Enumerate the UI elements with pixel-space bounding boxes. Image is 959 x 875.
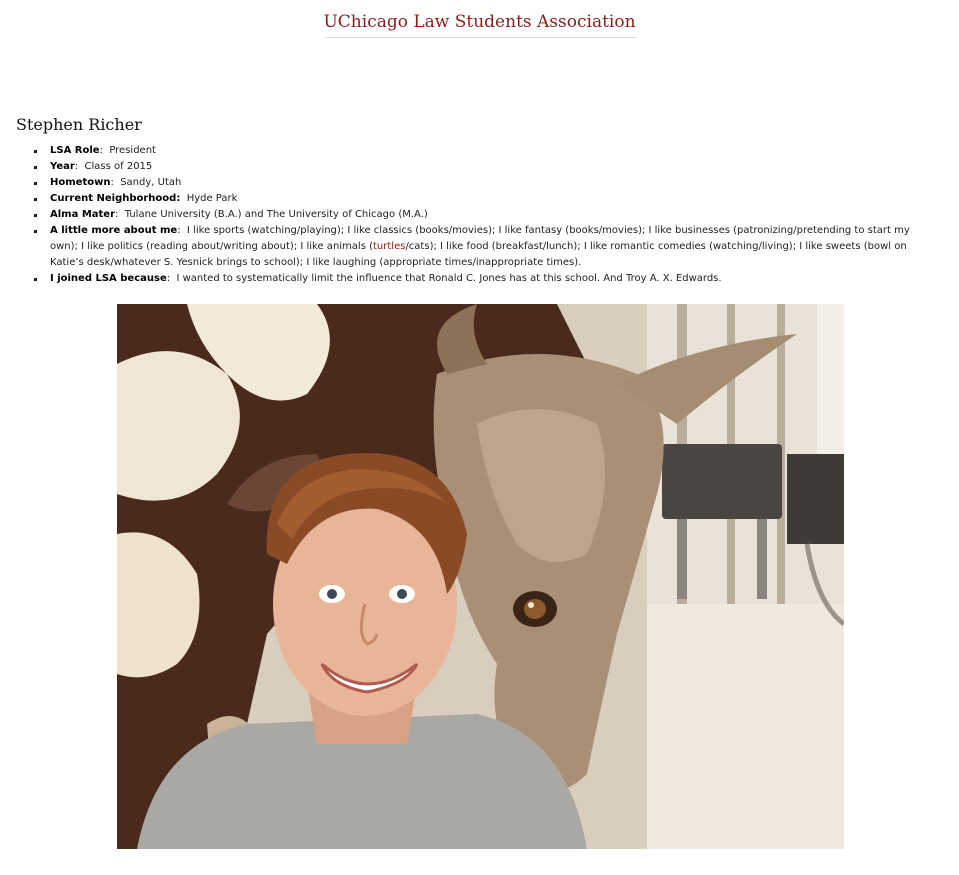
site-header xyxy=(0,0,959,40)
item-label: Hometown xyxy=(50,177,111,188)
bullet xyxy=(34,278,37,281)
profile-details-list xyxy=(33,143,938,287)
bullet xyxy=(34,198,37,201)
list-item-lsa-role: LSA Role: President xyxy=(33,143,938,159)
bullet xyxy=(34,166,37,169)
item-value: President xyxy=(109,145,156,156)
title-divider xyxy=(325,37,636,38)
photo-illustration xyxy=(117,304,844,849)
item-label: A little more about me xyxy=(50,225,178,236)
profile-photo xyxy=(117,304,844,849)
list-item-neighborhood xyxy=(33,191,938,207)
item-label: Current Neighborhood: xyxy=(50,193,181,204)
list-item-about-me: A little more about me: I like sports (watching/playing); I like classics (books/movies); I like fantasy (books/movies); I like businesses (patronizing/pretending to start my own); I like politics (reading about/writing about); I like animals (turtles/cats); I like food (breakfast/lunch); I like romantic comedies (watching/living); I like sweets (bowl on Katie’s desk/whatever S. Yesnick brings to school); I like laughing (appropriate times/inappropriate times). xyxy=(33,223,938,271)
list-item-joined-because: I joined LSA because: I wanted to systematically limit the influence that Ronald C. Jones has at this school. And Troy A. X. Edwards. xyxy=(33,271,938,287)
item-label: I joined LSA because xyxy=(50,273,167,284)
list-item-year: Year: Class of 2015 xyxy=(33,159,938,175)
item-label: Alma Mater xyxy=(50,209,116,220)
item-value-part: I like sports (watching/playing); I like classics (books/movies); I like fantasy (books/movies); I like businesses (patronizing/pretending to start my own); I like politics (reading about/writing about); I like animals ( xyxy=(50,225,910,252)
site-title-link[interactable]: UChicago Law Students Association xyxy=(323,12,636,32)
bullet xyxy=(34,230,37,233)
item-value: I wanted to systematically limit the influence that Ronald C. Jones has at this school. And Troy A. X. Edwards. xyxy=(176,273,722,284)
item-value: Hyde Park xyxy=(186,193,238,204)
bullet xyxy=(34,150,37,153)
item-value: Sandy, Utah xyxy=(120,177,182,188)
item-label: Year xyxy=(50,161,75,172)
item-value: Tulane University (B.A.) and The University of Chicago (M.A.) xyxy=(124,209,428,220)
item-label: LSA Role xyxy=(50,145,100,156)
bullet xyxy=(34,214,37,217)
turtles-link[interactable]: turtles xyxy=(373,241,406,252)
bullet xyxy=(34,182,37,185)
person-name: Stephen Richer xyxy=(16,115,142,134)
item-value: Class of 2015 xyxy=(84,161,153,172)
list-item-hometown: Hometown: Sandy, Utah xyxy=(33,175,938,191)
list-item-alma-mater: Alma Mater: Tulane University (B.A.) and The University of Chicago (M.A.) xyxy=(33,207,938,223)
item-value-part: /cats); I like food (breakfast/lunch); I like romantic comedies (watching/living); I like sweets (bowl on Katie’s desk/whatever S. Yesnick brings to school); I like laughing (appropriate times/inappropriate times). xyxy=(50,241,907,268)
